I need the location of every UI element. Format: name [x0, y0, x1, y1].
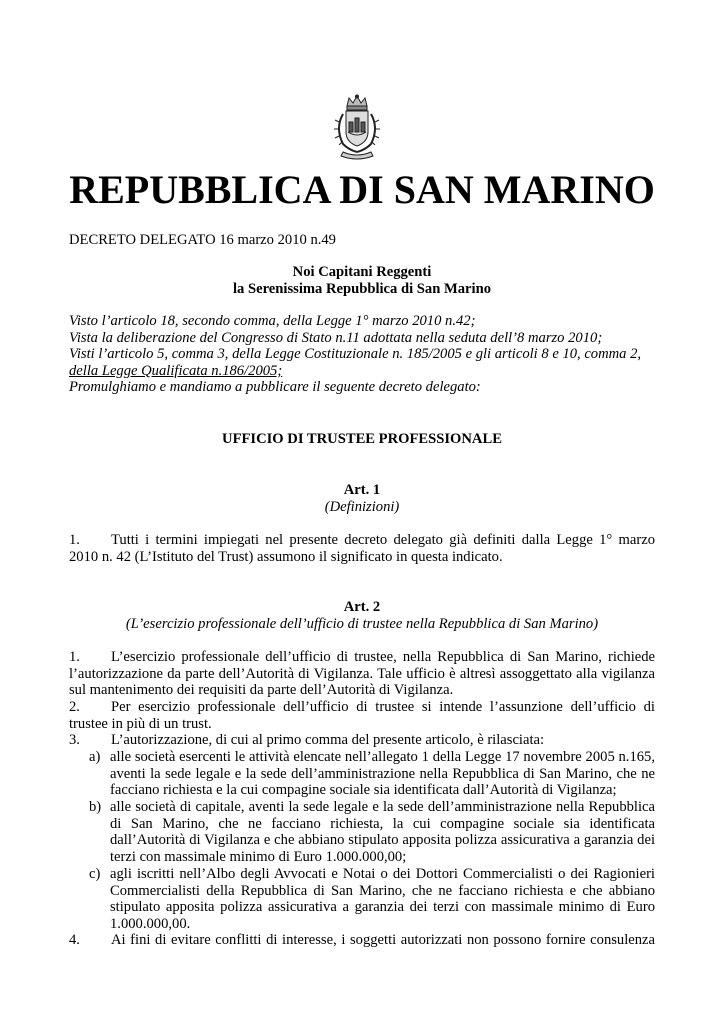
paragraph-rest: trustee in più di un trust.	[69, 715, 212, 732]
list-item-label: a)	[89, 749, 101, 765]
paragraph-number: 3.	[69, 732, 80, 748]
paragraph-rest: 2010 n. 42 (L’Istituto del Trust) assumono il significato in questa indicato.	[69, 548, 503, 565]
preamble-line: della Legge Qualificata n.186/2005;	[69, 362, 283, 379]
preamble-line: Visto l’articolo 18, secondo comma, della Legge 1° marzo 2010 n.42;	[69, 313, 476, 329]
preamble-line: Vista la deliberazione del Congresso di Stato n.11 adottata nella seduta dell’8 marzo 2010;	[69, 329, 603, 346]
paragraph-first-line: L’esercizio professionale dell’ufficio di trustee, nella Repubblica di San Marino, richiede	[111, 649, 655, 665]
paragraph-first-line: Tutti i termini impiegati nel presente decreto delegato già definiti dalla Legge 1° marzo	[111, 532, 655, 548]
preamble-line: Promulghiamo e mandiamo a pubblicare il seguente decreto delegato:	[69, 379, 481, 396]
decree-reference: DECRETO DELEGATO 16 marzo 2010 n.49	[69, 232, 336, 248]
paragraph-number: 1.	[69, 649, 80, 665]
paragraph-number: 4.	[69, 932, 80, 948]
list-item-label: b)	[89, 799, 102, 815]
art2-subtitle: (L’esercizio professionale dell’ufficio di trustee nella Repubblica di San Marino)	[125, 616, 599, 632]
art1-paragraph-1	[69, 532, 655, 565]
list-item-text: alle società esercenti le attività elencate nell’allegato 1 della Legge 17 novembre 2005 n.165, aventi la sede legale e la sede dell’amministrazione nella Repubblica di San Marino, che ne facciano richiesta e la cui compagine sociale sia identificata dall’Autorità di Vigilanza;	[110, 749, 655, 799]
list-item	[89, 866, 655, 932]
document-title: REPUBBLICA DI SAN MARINO	[69, 167, 655, 212]
list-item	[89, 749, 655, 799]
san-marino-coat-of-arms-icon	[329, 94, 385, 160]
paragraph-first-line: Ai fini di evitare conflitti di interesse, i soggetti autorizzati non possono fornire consulenza	[111, 932, 655, 948]
paragraph-first-line: L’autorizzazione, di cui al primo comma del presente articolo, è rilasciata:	[111, 732, 545, 748]
art2-paragraph-4	[69, 932, 655, 949]
preamble-line: Visti l’articolo 5, comma 3, della Legge Costituzionale n. 185/2005 e gli articoli 8 e 10, comma 2,	[69, 346, 642, 363]
regents-line-2: la Serenissima Repubblica di San Marino	[233, 281, 491, 297]
section-title: UFFICIO DI TRUSTEE PROFESSIONALE	[222, 431, 502, 447]
list-item	[89, 799, 655, 865]
paragraph-first-line: Per esercizio professionale dell’ufficio di trustee si intende l’assunzione dell’ufficio di	[111, 699, 655, 715]
art1-subtitle: (Definizioni)	[324, 499, 400, 515]
paragraph-number: 2.	[69, 699, 80, 715]
art2-paragraph-3	[69, 732, 655, 749]
art2-paragraph-1	[69, 649, 655, 699]
art2-heading: Art. 2	[343, 599, 381, 615]
list-item-text: agli iscritti nell’Albo degli Avvocati e Notai o dei Dottori Commercialisti o dei Ragionieri Commercialisti della Repubblica di San Marino, che ne facciano richiesta e che abbiano stipulato apposita polizza assicurativa a garanzia dei terzi con massimale minimo di Euro 1.000.000,00.	[110, 866, 655, 932]
list-item-text: alle società di capitale, aventi la sede legale e la sede dell’amministrazione nella Repubblica di San Marino, che ne facciano richiesta, la cui compagine sociale sia identificata dall’Autorità di Vigilanza e che abbiano stipulato apposita polizza assicurativa a garanzia dei terzi con massimale minimo di Euro 1.000.000,00;	[110, 799, 655, 865]
preamble	[69, 313, 659, 396]
regents-line-1: Noi Capitani Reggenti	[292, 264, 432, 280]
paragraph-rest: l’autorizzazione da parte dell’Autorità di Vigilanza. Tale ufficio è altresì assoggettato alla vigilanza sul mantenimento dei requisiti da parte dell’Autorità di Vigilanza.	[69, 665, 655, 699]
paragraph-number: 1.	[69, 532, 80, 548]
list-item-label: c)	[89, 866, 101, 882]
art1-heading: Art. 1	[343, 482, 381, 498]
art2-paragraph-2	[69, 699, 655, 732]
